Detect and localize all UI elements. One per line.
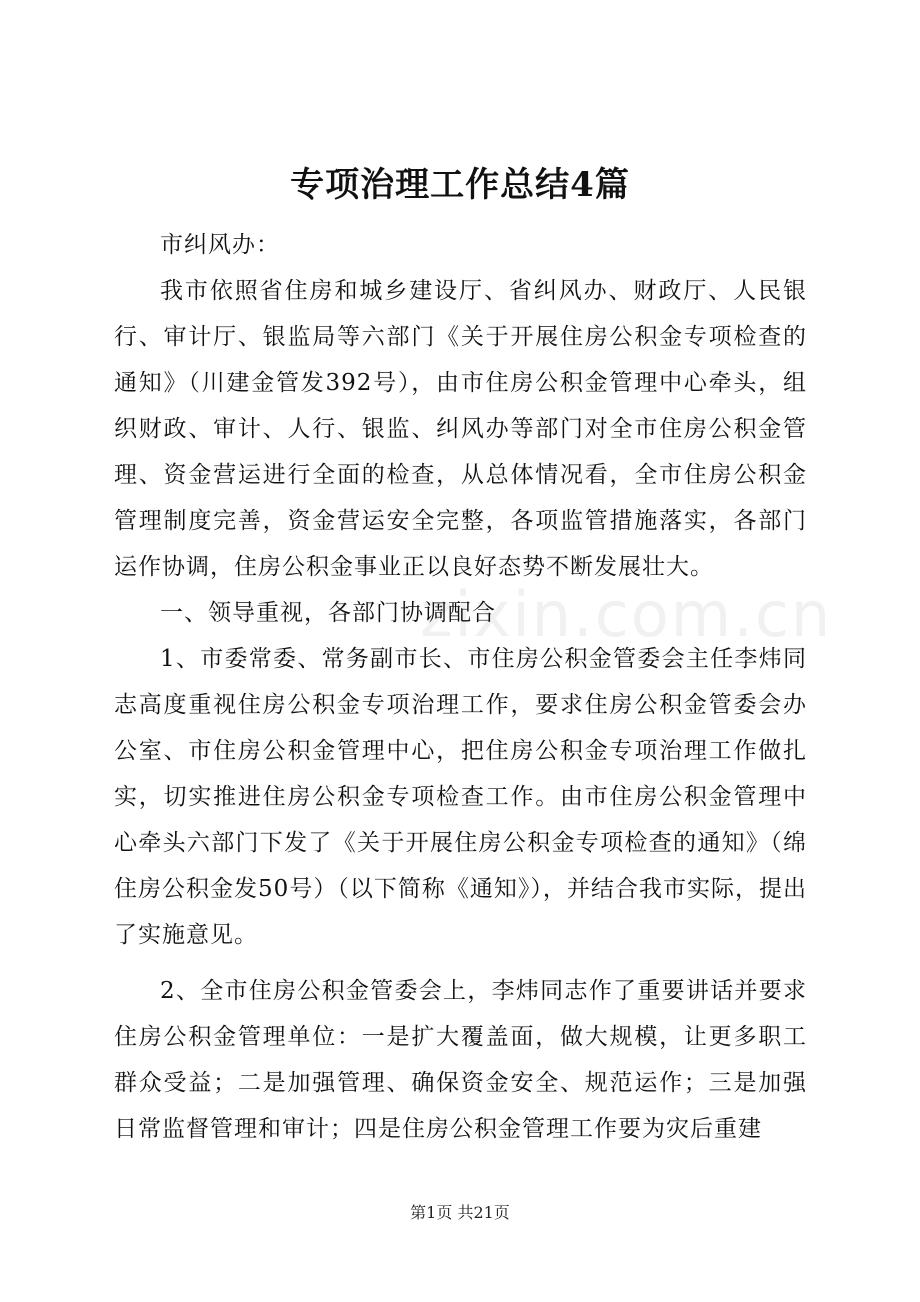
paragraph-item-1: 1、市委常委、常务副市长、市住房公积金管委会主任李炜同志高度重视住房公积金专项治理工作，要求住房公积金管委会办公室、市住房公积金管理中心，把住房公积金专项治理工作做扎实，切实推进住房公积金专项检查工作。由市住房公积金管理中心牵头六部门下发了《关于开展住房公积金专项检查的通知》（绵住房公积金发50号）（以下简称《通知》），并结合我市实际，提出了实施意见。 xyxy=(114,646,807,948)
paragraph-item-2: 2、全市住房公积金管委会上，李炜同志作了重要讲话并要求住房公积金管理单位：一是扩大覆盖面，做大规模，让更多职工群众受益；二是加强管理、确保资金安全、规范运作；三是加强日常监督管理和审计；四是住房公积金管理工作要为灾后重建 xyxy=(114,978,807,1142)
document-body xyxy=(114,222,807,1152)
section-heading: 一、领导重视，各部门协调配合 xyxy=(160,600,496,626)
page-footer: 第1页 共21页 xyxy=(410,1203,510,1222)
salutation: 市纠风办： xyxy=(160,232,280,258)
paragraph-intro: 我市依照省住房和城乡建设厅、省纠风办、财政厅、人民银行、审计厅、银监局等六部门《关于开展住房公积金专项检查的通知》（川建金管发392号），由市住房公积金管理中心牵头，组织财政、审计、人行、银监、纠风办等部门对全市住房公积金管理、资金营运进行全面的检查，从总体情况看，全市住房公积金管理制度完善，资金营运安全完整，各项监管措施落实，各部门运作协调，住房公积金事业正以良好态势不断发展壮大。 xyxy=(114,278,807,580)
document-title: 专项治理工作总结4篇 xyxy=(290,165,630,205)
watermark: zixin.com.cn xyxy=(420,578,833,651)
